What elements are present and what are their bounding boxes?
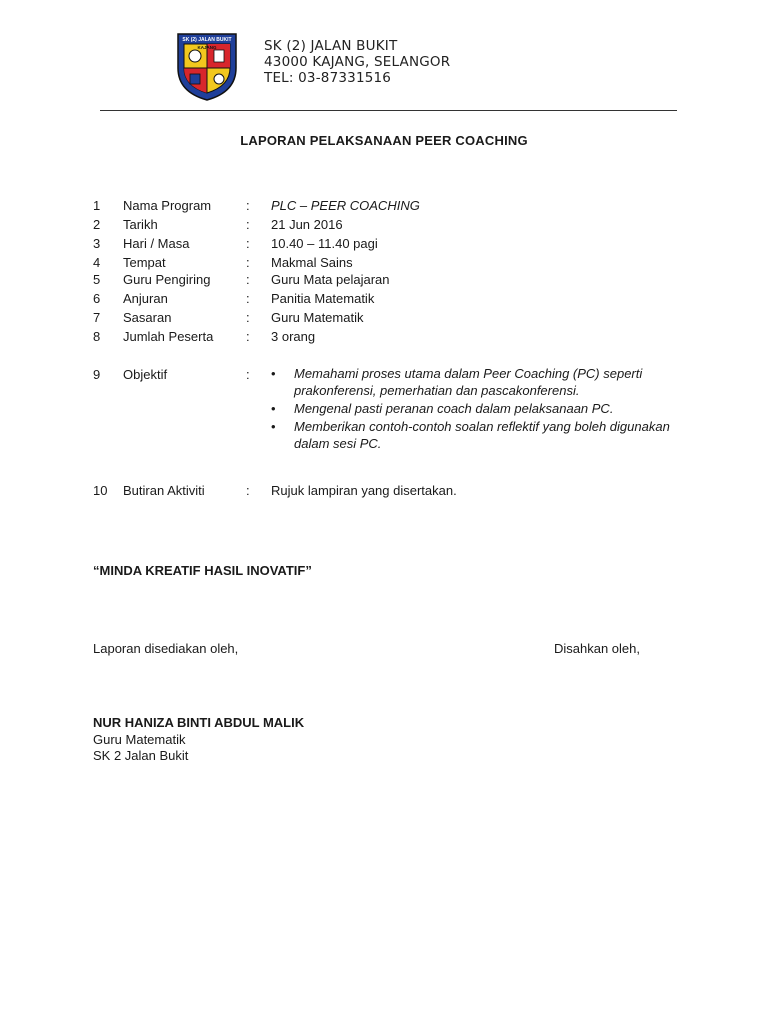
row-label: Objektif — [123, 367, 168, 382]
row-number: 9 — [93, 367, 101, 382]
motto: “MINDA KREATIF HASIL INOVATIF” — [93, 563, 312, 578]
row-colon: : — [246, 236, 250, 251]
row-label: Jumlah Peserta — [123, 329, 214, 344]
objective-item — [271, 400, 691, 417]
row-value: 10.40 – 11.40 pagi — [271, 236, 378, 251]
header-divider — [100, 110, 677, 111]
objective-item — [271, 418, 691, 452]
bullet-icon: • — [271, 419, 276, 434]
school-name: SK (2) JALAN BUKIT — [264, 38, 398, 54]
row-number: 7 — [93, 310, 101, 325]
objective-list — [271, 365, 691, 453]
row-number: 6 — [93, 291, 101, 306]
row-number: 8 — [93, 329, 101, 344]
row-label: Tarikh — [123, 217, 158, 232]
approved-by-label: Disahkan oleh, — [554, 641, 640, 656]
row-colon: : — [246, 272, 250, 287]
school-crest-logo — [172, 30, 242, 102]
row-value: Rujuk lampiran yang disertakan. — [271, 483, 457, 498]
row-colon: : — [246, 367, 250, 382]
row-colon: : — [246, 255, 250, 270]
row-colon: : — [246, 483, 250, 498]
row-label: Butiran Aktiviti — [123, 483, 205, 498]
objective-item — [271, 365, 691, 399]
row-number: 3 — [93, 236, 101, 251]
row-label: Nama Program — [123, 198, 212, 213]
row-value: Guru Mata pelajaran — [271, 272, 390, 287]
row-number: 2 — [93, 217, 101, 232]
row-colon: : — [246, 291, 250, 306]
row-value: Guru Matematik — [271, 310, 364, 325]
row-label: Tempat — [123, 255, 166, 270]
row-colon: : — [246, 198, 250, 213]
signatory-name: NUR HANIZA BINTI ABDUL MALIK — [93, 715, 305, 730]
row-value: 3 orang — [271, 329, 316, 344]
row-label: Hari / Masa — [123, 236, 190, 251]
school-postcode-city: 43000 KAJANG, SELANGOR — [264, 54, 451, 70]
row-number: 1 — [93, 198, 101, 213]
row-value: Makmal Sains — [271, 255, 353, 270]
row-value: Panitia Matematik — [271, 291, 375, 306]
row-colon: : — [246, 217, 250, 232]
row-label: Anjuran — [123, 291, 168, 306]
row-label: Sasaran — [123, 310, 172, 325]
row-colon: : — [246, 329, 250, 344]
bullet-icon: • — [271, 366, 276, 381]
row-label: Guru Pengiring — [123, 272, 211, 287]
logo-text-kajang: KAJANG — [197, 45, 217, 50]
row-number: 10 — [93, 483, 108, 498]
objective-text: Memberikan contoh-contoh soalan reflektif yang boleh digunakan dalam sesi PC. — [294, 419, 670, 451]
row-value: 21 Jun 2016 — [271, 217, 343, 232]
signatory-role: Guru Matematik — [93, 732, 186, 747]
row-value: PLC – PEER COACHING — [271, 198, 420, 213]
school-phone: TEL: 03-87331516 — [264, 70, 392, 86]
school-address — [264, 38, 450, 86]
signatory-school: SK 2 Jalan Bukit — [93, 748, 189, 763]
objective-text: Memahami proses utama dalam Peer Coaching (PC) seperti prakonferensi, pemerhatian dan pascakonferensi. — [294, 366, 643, 398]
bullet-icon: • — [271, 401, 276, 416]
report-title: LAPORAN PELAKSANAAN PEER COACHING — [240, 133, 528, 148]
row-number: 5 — [93, 272, 101, 287]
logo-text: SK (2) JALAN BUKIT — [182, 37, 232, 43]
objective-text: Mengenal pasti peranan coach dalam pelaksanaan PC. — [294, 401, 614, 416]
row-colon: : — [246, 310, 250, 325]
row-number: 4 — [93, 255, 101, 270]
prepared-by-label: Laporan disediakan oleh, — [93, 641, 239, 656]
